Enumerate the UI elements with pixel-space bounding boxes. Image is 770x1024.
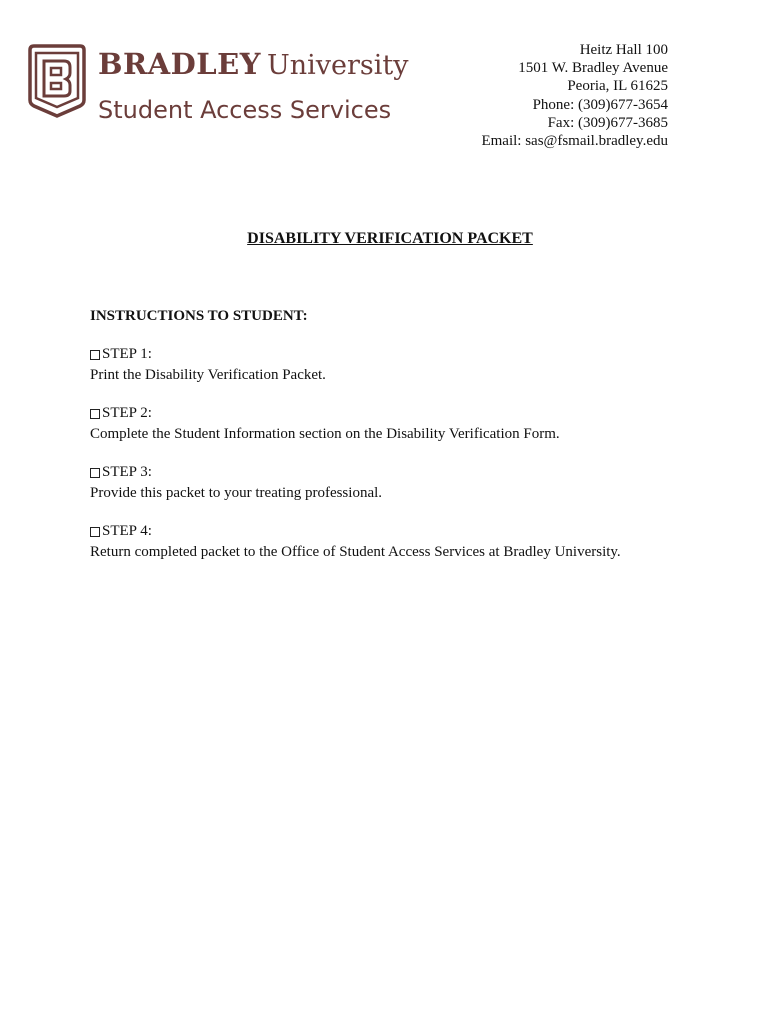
step-4-text: Return completed packet to the Office of Student Access Services at Bradley University. xyxy=(90,544,621,560)
bradley-logo xyxy=(26,44,409,134)
steps-list xyxy=(90,344,710,580)
address-city: Peoria, IL 61625 xyxy=(567,78,668,95)
logo-wordmark xyxy=(98,47,409,81)
step-1-text: Print the Disability Verification Packet. xyxy=(90,367,326,383)
document-title: DISABILITY VERIFICATION PACKET xyxy=(247,230,533,247)
step-3-text: Provide this packet to your treating professional. xyxy=(90,485,383,501)
step-label-row xyxy=(90,462,710,483)
address-building: Heitz Hall 100 xyxy=(579,42,668,58)
step-label-row xyxy=(90,521,710,542)
step-1-checkbox[interactable] xyxy=(90,350,100,360)
step-item xyxy=(90,403,710,445)
logo-department: Student Access Services xyxy=(98,96,392,124)
address-street: 1501 W. Bradley Avenue xyxy=(518,60,668,77)
shield-emblem-icon xyxy=(26,44,88,118)
logo-brand-name: BRADLEY xyxy=(98,47,261,81)
step-4-checkbox[interactable] xyxy=(90,527,100,537)
instructions-heading: INSTRUCTIONS TO STUDENT: xyxy=(90,308,308,324)
step-item xyxy=(90,344,710,386)
address-phone: Phone: (309)677-3654 xyxy=(532,96,668,113)
step-2-checkbox[interactable] xyxy=(90,409,100,419)
step-2-label: STEP 2: xyxy=(102,405,152,421)
step-3-label: STEP 3: xyxy=(102,464,152,480)
contact-address-block xyxy=(481,41,668,150)
logo-brand-suffix: University xyxy=(266,50,409,81)
step-label-row xyxy=(90,344,710,365)
step-2-text: Complete the Student Information section on the Disability Verification Form. xyxy=(90,426,560,442)
step-label-row xyxy=(90,403,710,424)
step-4-label: STEP 4: xyxy=(102,523,152,539)
step-3-checkbox[interactable] xyxy=(90,468,100,478)
step-item xyxy=(90,462,710,504)
address-email[interactable]: Email: sas@fsmail.bradley.edu xyxy=(481,133,668,150)
step-item xyxy=(90,521,710,563)
step-1-label: STEP 1: xyxy=(102,346,152,362)
address-fax: Fax: (309)677-3685 xyxy=(547,114,668,131)
